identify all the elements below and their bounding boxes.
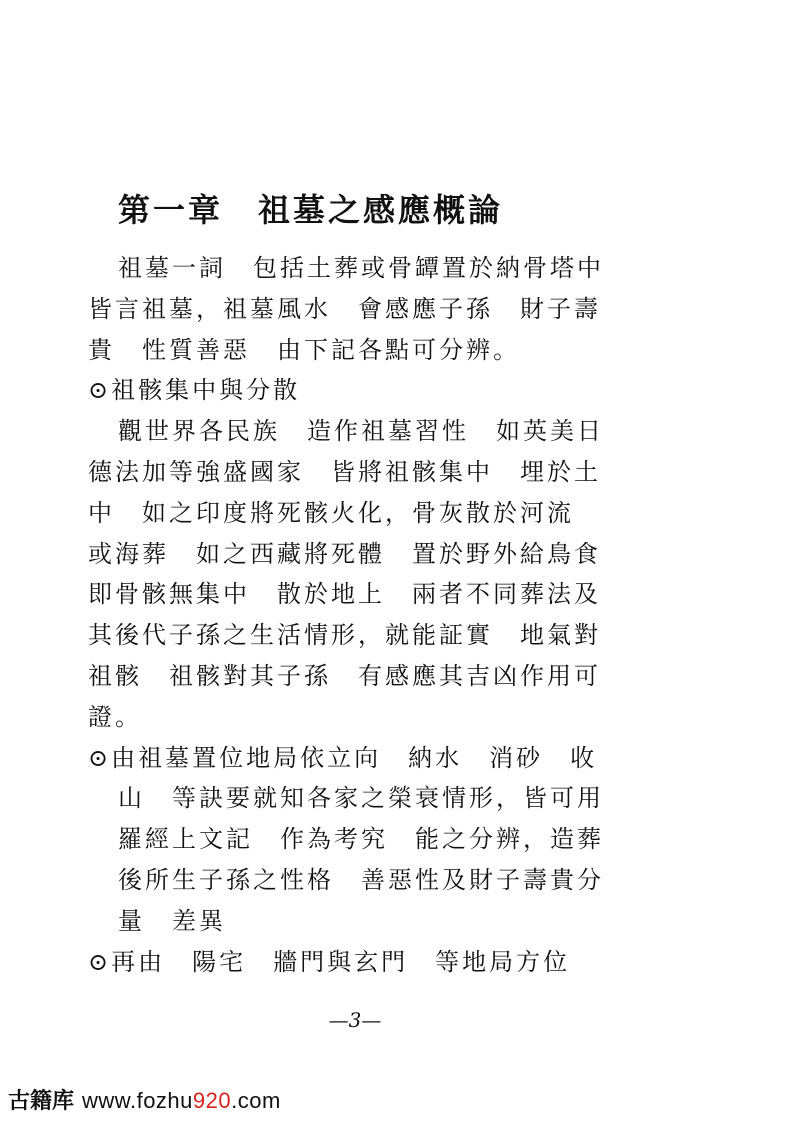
bullet-item-continuation: 羅經上文記 作為考究 能之分辨，造葬 (118, 825, 604, 854)
bullet-item-continuation: 量 差異 (118, 906, 226, 935)
body-line: 證。 (88, 702, 142, 731)
body-line: 祖骸 祖骸對其子孫 有感應其吉凶作用可 (88, 661, 601, 690)
section-heading: ⊙祖骸集中與分散 (88, 376, 301, 405)
watermark-url-number: 920 (192, 1088, 232, 1113)
bullet-item: ⊙由祖墓置位地局依立向 納水 消砂 收 (88, 743, 598, 772)
watermark-url-prefix: www.fozhu (82, 1088, 193, 1113)
bullet-item-continuation: 後所生子孫之性格 善惡性及財子壽貴分 (118, 865, 604, 894)
body-text (88, 248, 708, 982)
bullet-item: ⊙再由 陽宅 牆門與玄門 等地局方位 (88, 947, 571, 976)
body-line: 皆言祖墓，祖墓風水 會感應子孫 財子壽 (88, 294, 601, 323)
body-line: 觀世界各民族 造作祖墓習性 如英美日 (118, 417, 604, 446)
body-line: 其後代子孫之生活情形，就能証實 地氣對 (88, 621, 601, 650)
body-line: 祖墓一詞 包括土葬或骨罈置於納骨塔中 (118, 254, 604, 282)
page-number: —3— (328, 1008, 382, 1032)
bullet-item-continuation: 山 等訣要就知各家之榮衰情形，皆可用 (118, 784, 604, 813)
body-line: 即骨骸無集中 散於地上 兩者不同葬法及 (88, 580, 601, 609)
watermark (8, 1086, 281, 1116)
body-line: 德法加等強盛國家 皆將祖骸集中 埋於土 (88, 457, 601, 486)
chapter-title: 第一章 祖墓之感應概論 (118, 191, 504, 229)
body-line: 或海葬 如之西藏將死體 置於野外給鳥食 (88, 539, 601, 568)
watermark-url (82, 1088, 281, 1113)
body-line: 貴 性質善惡 由下記各點可分辨。 (88, 335, 520, 364)
body-line: 中 如之印度將死骸火化，骨灰散於河流 (88, 498, 574, 527)
watermark-site-name: 古籍库 (8, 1088, 75, 1113)
watermark-url-suffix: .com (231, 1088, 281, 1113)
